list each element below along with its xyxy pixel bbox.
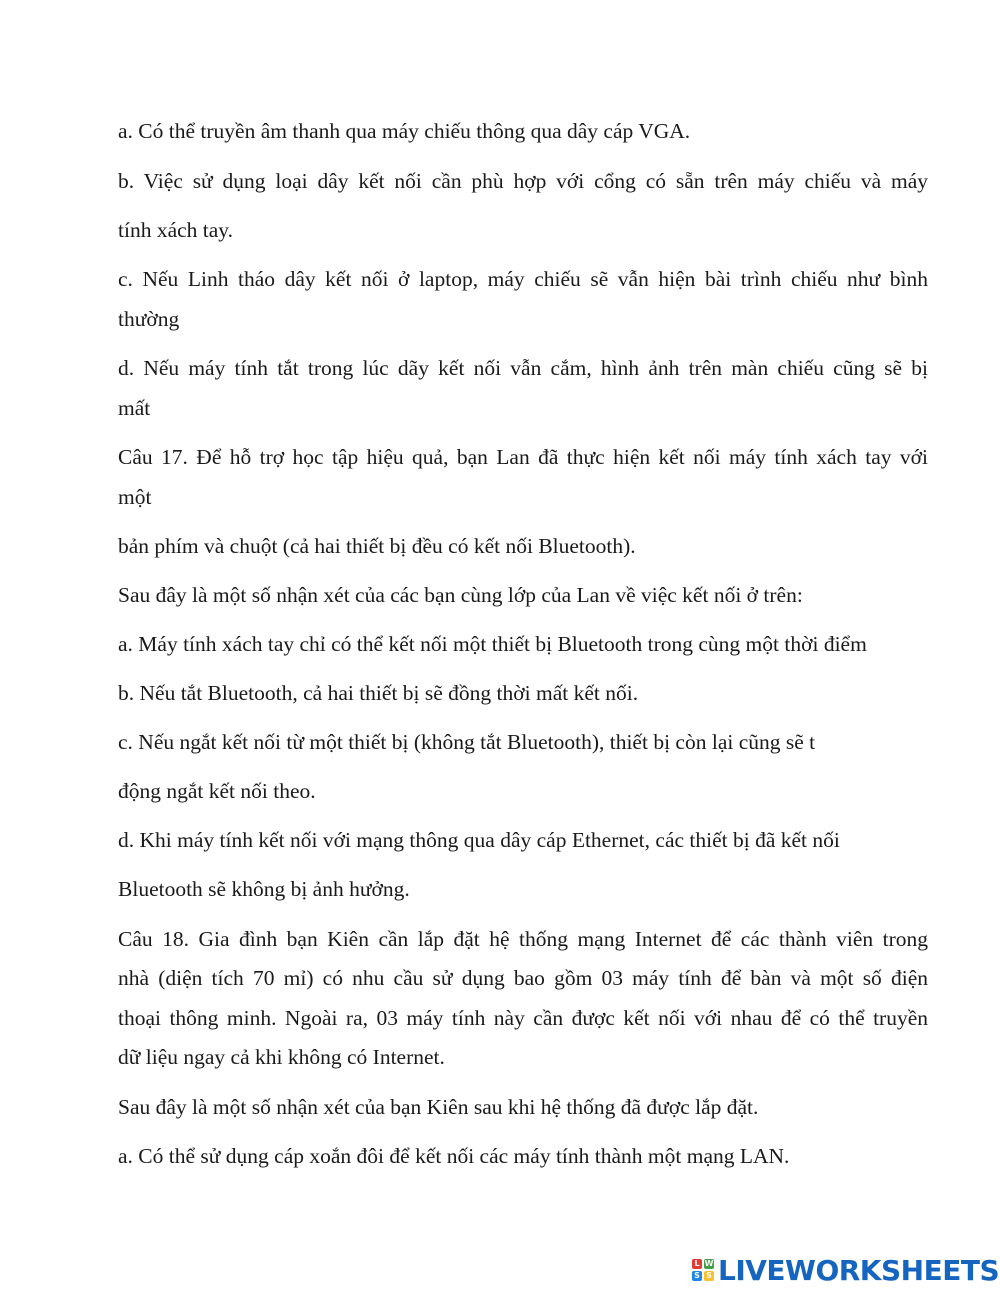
text-line-4: c. Nếu Linh tháo dây kết nối ở laptop, máy chiếu sẽ vẫn hiện bài trình chiếu như bình <box>118 267 928 291</box>
text-line-2: b. Việc sử dụng loại dây kết nối cần phù hợp với cổng có sẵn trên máy chiếu và máy <box>118 169 928 193</box>
liveworksheets-mark-icon <box>692 1259 714 1281</box>
text-line-23: a. Có thể sử dụng cáp xoắn đôi để kết nối các máy tính thành một mạng LAN. <box>118 1144 790 1168</box>
text-line-12: a. Máy tính xách tay chỉ có thể kết nối một thiết bị Bluetooth trong cùng một thời điểm <box>118 632 867 656</box>
text-line-3: tính xách tay. <box>118 218 234 242</box>
text-line-18: Câu 18. Gia đình bạn Kiên cần lắp đặt hệ thống mạng Internet để các thành viên trong <box>118 927 928 951</box>
liveworksheets-logo[interactable] <box>692 1253 999 1287</box>
text-line-11: Sau đây là một số nhận xét của các bạn cùng lớp của Lan về việc kết nối ở trên: <box>118 583 803 607</box>
logo-mark-letter: S <box>692 1271 702 1281</box>
text-line-17: Bluetooth sẽ không bị ảnh hưởng. <box>118 877 410 901</box>
logo-mark-letter: S <box>704 1271 714 1281</box>
text-line-20: thoại thông minh. Ngoài ra, 03 máy tính này cần được kết nối với nhau để có thể truyền <box>118 1006 928 1030</box>
text-line-14: c. Nếu ngắt kết nối từ một thiết bị (không tắt Bluetooth), thiết bị còn lại cũng sẽ t <box>118 730 816 754</box>
logo-text: LIVEWORKSHEETS <box>718 1253 1000 1287</box>
text-line-19: nhà (diện tích 70 mỉ) có nhu cầu sử dụng bao gồm 03 máy tính để bàn và một số điện <box>118 966 928 990</box>
text-line-8: Câu 17. Để hỗ trợ học tập hiệu quả, bạn Lan đã thực hiện kết nối máy tính xách tay với <box>118 445 928 469</box>
text-line-22: Sau đây là một số nhận xét của bạn Kiên sau khi hệ thống đã được lắp đặt. <box>118 1095 759 1119</box>
text-line-13: b. Nếu tắt Bluetooth, cả hai thiết bị sẽ đồng thời mất kết nối. <box>118 681 639 705</box>
text-line-15: động ngắt kết nối theo. <box>118 779 316 803</box>
text-line-21: dữ liệu ngay cả khi không có Internet. <box>118 1045 445 1069</box>
text-line-7: mất <box>118 396 151 420</box>
logo-mark-letter: L <box>692 1259 702 1269</box>
text-line-6: d. Nếu máy tính tắt trong lúc dãy kết nối vẫn cắm, hình ảnh trên màn chiếu cũng sẽ bị <box>118 356 928 380</box>
text-line-10: bản phím và chuột (cả hai thiết bị đều có kết nối Bluetooth). <box>118 534 636 558</box>
text-line-1: a. Có thể truyền âm thanh qua máy chiếu thông qua dây cáp VGA. <box>118 119 691 143</box>
text-line-16: d. Khi máy tính kết nối với mạng thông qua dây cáp Ethernet, các thiết bị đã kết nối <box>118 828 840 852</box>
text-line-9: một <box>118 485 152 509</box>
text-line-5: thường <box>118 307 180 331</box>
logo-mark-letter: W <box>704 1259 714 1268</box>
